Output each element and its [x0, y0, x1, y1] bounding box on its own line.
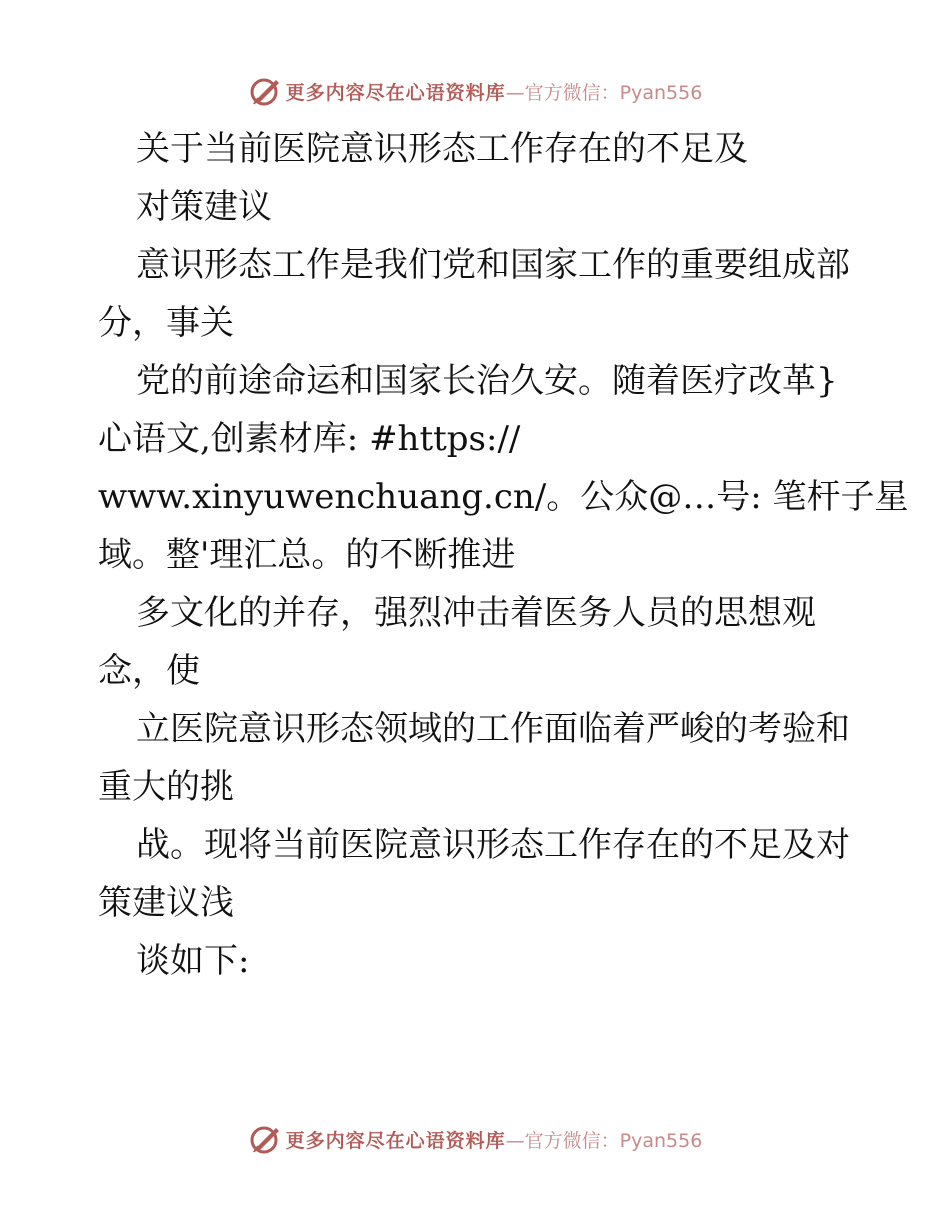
quill-pen-logo-icon: [248, 1122, 282, 1156]
paragraph-line: www.xinyuwenchuang.cn/。公众@…号: 笔杆子星: [98, 477, 909, 517]
paragraph-line: 谈如下:: [136, 941, 250, 981]
quill-pen-logo-icon: [248, 74, 282, 108]
watermark-wechat-text: —官方微信：Pyan556: [505, 81, 703, 104]
document-title-line-1: 关于当前医院意识形态工作存在的不足及: [136, 129, 748, 169]
paragraph-line: 多文化的并存，强烈冲击着医务人员的思想观: [136, 593, 816, 633]
paragraph-line: 意识形态工作是我们党和国家工作的重要组成部: [136, 245, 850, 285]
paragraph-line: 域。整'理汇总。的不断推进: [98, 535, 516, 575]
footer-watermark: [0, 1122, 950, 1156]
paragraph-line: 心语文,创素材库: #https://: [98, 419, 521, 459]
watermark-brand-text: 更多内容尽在心语资料库: [285, 81, 506, 104]
paragraph-line: 念，使: [98, 651, 200, 691]
watermark-wechat-text: —官方微信：Pyan556: [505, 1129, 703, 1152]
document-body: [98, 120, 909, 990]
document-title-line-2: 对策建议: [136, 187, 272, 227]
paragraph-line: 战。现将当前医院意识形态工作存在的不足及对: [136, 825, 850, 865]
paragraph-line: 立医院意识形态领域的工作面临着严峻的考验和: [136, 709, 850, 749]
paragraph-line: 重大的挑: [98, 767, 234, 807]
paragraph-line: 分，事关: [98, 303, 234, 343]
paragraph-line: 策建议浅: [98, 883, 234, 923]
watermark-brand-text: 更多内容尽在心语资料库: [285, 1129, 506, 1152]
paragraph-line: 党的前途命运和国家长治久安。随着医疗改革}: [136, 361, 838, 401]
header-watermark: [0, 74, 950, 108]
